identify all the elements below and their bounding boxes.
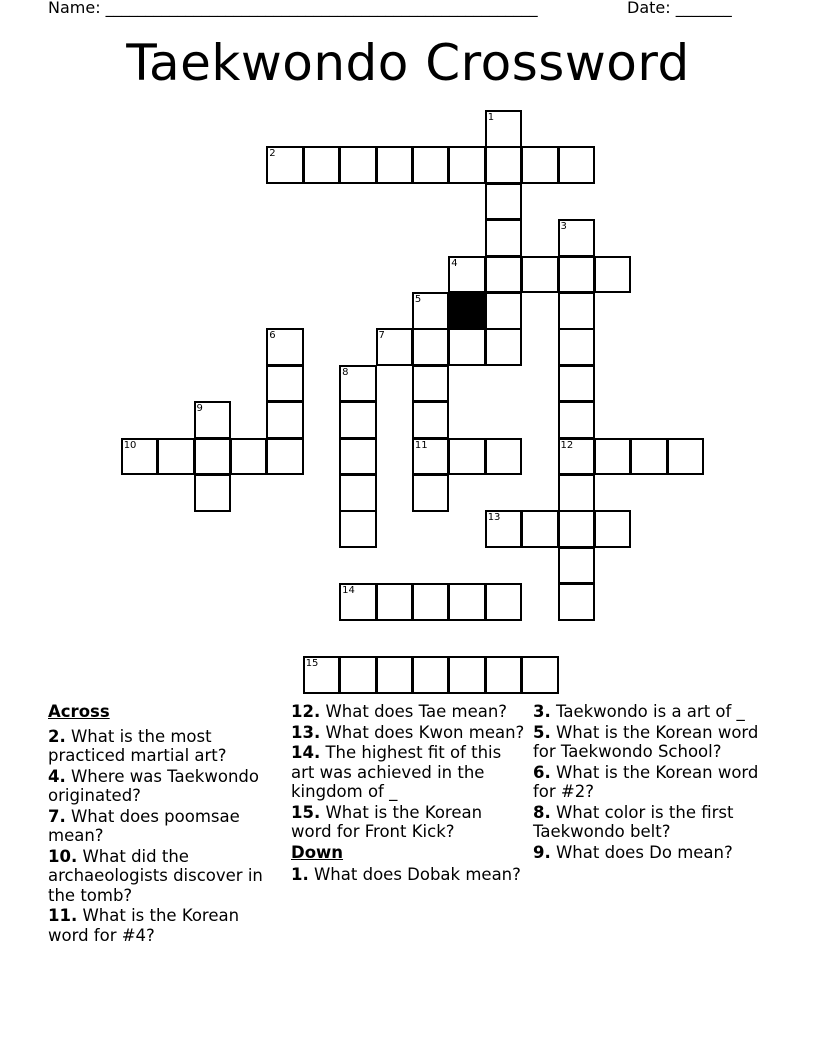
clue-number: 3. (533, 702, 551, 721)
grid-cell[interactable] (339, 510, 377, 548)
clues-column-3 (533, 702, 773, 863)
clue-number-label: 9 (196, 403, 203, 415)
grid-cell[interactable] (266, 401, 304, 439)
clue-number-label: 8 (342, 366, 349, 378)
clue-text: What is the Korean word for Taekwondo School? (533, 722, 759, 761)
grid-cell[interactable] (558, 146, 596, 184)
clue-down-5 (533, 723, 773, 762)
grid-cell[interactable] (412, 328, 450, 366)
clue-number-label: 13 (487, 512, 501, 524)
grid-cell[interactable] (521, 256, 559, 294)
clue-number: 2. (48, 726, 66, 746)
date-field[interactable]: Date: _______ (627, 0, 732, 17)
clue-number: 6. (533, 762, 551, 782)
clue-number: 7. (48, 806, 66, 826)
grid-cell[interactable] (266, 146, 304, 184)
grid-cell[interactable] (157, 438, 195, 476)
clue-text: Where was Taekwondo originated? (48, 766, 259, 805)
grid-cell[interactable] (485, 146, 523, 184)
name-field[interactable]: Name: ______________________________________________________ (48, 0, 538, 17)
grid-cell[interactable] (558, 583, 596, 621)
header (0, 0, 816, 24)
clue-number: 4. (48, 766, 66, 786)
clue-number: 13. (291, 722, 321, 742)
grid-cell[interactable] (448, 583, 486, 621)
grid-cell[interactable] (376, 583, 414, 621)
grid-cell[interactable] (558, 219, 596, 257)
grid-cell[interactable] (485, 110, 523, 148)
clues-column-2 (291, 702, 527, 886)
grid-cell[interactable] (558, 510, 596, 548)
clue-number-label: 14 (342, 585, 355, 597)
clue-number: 9. (533, 842, 551, 862)
clue-across-2 (48, 727, 284, 766)
clue-down-1 (291, 865, 527, 885)
grid-cell[interactable] (558, 256, 596, 294)
clue-text: What does Tae mean? (320, 702, 508, 721)
grid-cell[interactable] (412, 438, 450, 476)
grid-cell[interactable] (448, 656, 486, 694)
clue-down-3 (533, 702, 773, 722)
across-heading: Across (48, 702, 110, 721)
clue-text: What does Do mean? (550, 842, 733, 862)
clue-number-label: 4 (451, 257, 458, 269)
grid-cell[interactable] (594, 510, 632, 548)
clue-text: Taekwondo is a art of _ (550, 702, 745, 721)
grid-cell[interactable] (594, 256, 632, 294)
grid-cell[interactable] (485, 292, 523, 330)
clue-across-13 (291, 723, 527, 743)
clue-text: What is the Korean word for #4? (48, 906, 240, 945)
clues-column-1 (48, 702, 284, 946)
grid-cell[interactable] (448, 328, 486, 366)
clue-number-label: 12 (560, 439, 574, 451)
clue-number: 8. (533, 802, 551, 822)
grid-cell[interactable] (630, 438, 668, 476)
clue-text: What color is the first Taekwondo belt? (533, 802, 734, 841)
grid-cell[interactable] (194, 474, 232, 512)
grid-cell[interactable] (376, 328, 414, 366)
grid-cell[interactable] (412, 583, 450, 621)
grid-cell[interactable] (339, 656, 377, 694)
grid-cell[interactable] (412, 146, 450, 184)
grid-cell[interactable] (558, 328, 596, 366)
grid-cell[interactable] (339, 401, 377, 439)
grid-cell[interactable] (303, 146, 341, 184)
grid-cell[interactable] (266, 328, 304, 366)
clue-number: 1. (291, 865, 309, 884)
grid-cell[interactable] (339, 438, 377, 476)
clue-across-4 (48, 767, 284, 806)
clue-down-6 (533, 763, 773, 802)
grid-cell[interactable] (412, 474, 450, 512)
clue-across-7 (48, 807, 284, 846)
clue-number-label: 2 (269, 148, 276, 160)
clue-number: 11. (48, 906, 78, 925)
grid-cell[interactable] (194, 438, 232, 476)
page-title: Taekwondo Crossword (126, 34, 690, 92)
clue-down-9 (533, 843, 773, 863)
grid-cell[interactable] (376, 656, 414, 694)
clue-number-label: 1 (487, 112, 495, 123)
grid-cell[interactable] (558, 365, 596, 403)
clue-number: 10. (48, 846, 78, 866)
clue-number-label: 7 (378, 330, 385, 342)
grid-cell[interactable] (594, 438, 632, 476)
clue-across-12 (291, 702, 527, 722)
grid-cell[interactable] (558, 547, 596, 585)
clue-number: 12. (291, 702, 321, 721)
clue-text: What does Kwon mean? (320, 722, 525, 742)
grid-cell[interactable] (412, 292, 450, 330)
clue-text: What does Dobak mean? (308, 865, 521, 884)
grid-cell[interactable] (485, 328, 523, 366)
clue-across-10 (48, 847, 284, 906)
clue-number-label: 15 (305, 658, 319, 669)
grid-cell[interactable] (485, 183, 523, 221)
clue-number: 5. (533, 722, 551, 742)
clue-number-label: 5 (414, 294, 422, 305)
clue-across-14 (291, 743, 527, 802)
grid-cell[interactable] (485, 219, 523, 257)
clue-number-label: 11 (414, 439, 428, 451)
clue-number: 15. (291, 802, 321, 822)
clue-down-8 (533, 803, 773, 842)
clue-number: 14. (291, 743, 321, 762)
grid-cell[interactable] (448, 256, 486, 294)
grid-cell[interactable] (412, 365, 450, 403)
clue-across-15 (291, 803, 527, 842)
grid-cell[interactable] (558, 292, 596, 330)
clues-section (0, 700, 816, 1000)
grid-cell[interactable] (558, 401, 596, 439)
grid-cell[interactable] (339, 583, 377, 621)
grid-cell[interactable] (266, 365, 304, 403)
grid-cell[interactable] (521, 146, 559, 184)
grid-cell[interactable] (558, 438, 596, 476)
grid-cell[interactable] (339, 146, 377, 184)
clue-text: What does poomsae mean? (48, 806, 240, 845)
grid-cell[interactable] (485, 510, 523, 548)
grid-cell[interactable] (339, 474, 377, 512)
clue-text: What is the most practiced martial art? (48, 726, 227, 765)
grid-cell[interactable] (412, 401, 450, 439)
grid-cell[interactable] (266, 438, 304, 476)
clue-across-11 (48, 906, 284, 945)
grid-cell[interactable] (121, 438, 159, 476)
clue-number-label: 3 (560, 221, 567, 233)
clue-text: What did the archaeologists discover in the tomb? (48, 846, 263, 905)
grid-cell[interactable] (485, 256, 523, 294)
grid-cell[interactable] (412, 656, 450, 694)
clue-number-label: 6 (269, 330, 276, 342)
grid-cell[interactable] (339, 365, 377, 403)
clue-text: The highest fit of this art was achieved in the kingdom of _ (291, 743, 502, 801)
grid-cell[interactable] (485, 438, 523, 476)
grid-cell[interactable] (521, 510, 559, 548)
grid-cell[interactable] (303, 656, 341, 694)
grid-cell[interactable] (558, 474, 596, 512)
grid-cell[interactable] (376, 146, 414, 184)
down-heading: Down (291, 842, 344, 862)
clue-text: What is the Korean word for Front Kick? (291, 802, 483, 841)
grid-cell-blocked (448, 292, 486, 330)
clue-text: What is the Korean word for #2? (533, 762, 759, 801)
grid-cell[interactable] (448, 438, 486, 476)
grid-cell[interactable] (194, 401, 232, 439)
grid-cell[interactable] (521, 656, 559, 694)
grid-cell[interactable] (485, 656, 523, 694)
grid-cell[interactable] (230, 438, 268, 476)
grid-cell[interactable] (448, 146, 486, 184)
grid-cell[interactable] (667, 438, 705, 476)
clue-number-label: 10 (123, 439, 137, 451)
grid-cell[interactable] (485, 583, 523, 621)
